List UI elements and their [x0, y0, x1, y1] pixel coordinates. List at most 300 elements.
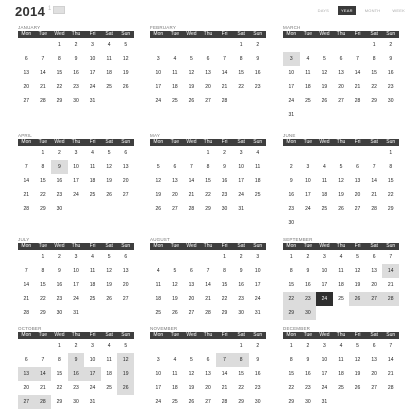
day-cell[interactable]: 26 [106, 192, 112, 198]
day-cell[interactable]: 1 [58, 42, 61, 48]
day-cell[interactable]: 20 [188, 296, 195, 302]
day-cell[interactable]: 23 [238, 296, 244, 302]
day-cell[interactable]: 5 [173, 268, 177, 274]
day-cell[interactable]: 10 [238, 164, 244, 170]
day-cell[interactable]: 5 [323, 56, 326, 62]
day-cell[interactable]: 1 [239, 343, 243, 349]
view-days-button[interactable]: DAYS [317, 8, 330, 13]
day-cell[interactable]: 1 [389, 150, 393, 156]
day-cell[interactable]: 27 [122, 192, 129, 198]
day-cell[interactable]: 13 [188, 282, 195, 288]
day-cell[interactable]: 25 [155, 310, 162, 316]
day-cell[interactable]: 20 [205, 385, 211, 391]
day-cell[interactable]: 13 [371, 268, 377, 274]
day-cell[interactable]: 24 [155, 399, 162, 405]
day-cell[interactable]: 25 [106, 84, 112, 90]
day-cell[interactable]: 1 [223, 254, 226, 260]
day-cell[interactable]: 28 [382, 292, 399, 306]
day-cell[interactable]: 14 [23, 178, 30, 184]
day-cell[interactable]: 9 [389, 56, 393, 62]
day-cell[interactable]: 6 [206, 357, 210, 363]
day-cell[interactable]: 9 [239, 268, 243, 274]
day-cell[interactable]: 14 [221, 371, 228, 377]
day-cell[interactable]: 29 [221, 310, 228, 316]
day-cell[interactable]: 12 [354, 268, 361, 274]
day-cell[interactable]: 19 [354, 371, 361, 377]
day-cell[interactable]: 27 [188, 310, 195, 316]
day-cell[interactable]: 24 [89, 84, 96, 90]
day-cell[interactable]: 5 [190, 56, 193, 62]
day-cell[interactable]: 7 [190, 164, 193, 170]
day-cell[interactable]: 12 [354, 357, 361, 363]
day-cell[interactable]: 7 [24, 164, 28, 170]
day-cell[interactable]: 14 [382, 264, 399, 278]
day-cell[interactable]: 27 [205, 399, 211, 405]
day-cell[interactable]: 10 [155, 371, 162, 377]
day-cell[interactable]: 13 [205, 70, 211, 76]
day-cell[interactable]: 17 [238, 178, 244, 184]
day-cell[interactable]: 24 [89, 385, 96, 391]
day-cell[interactable]: 25 [89, 192, 96, 198]
day-cell[interactable]: 15 [238, 371, 244, 377]
day-cell[interactable]: 31 [288, 112, 295, 118]
day-cell[interactable]: 19 [106, 282, 112, 288]
day-cell[interactable]: 29 [238, 399, 244, 405]
day-cell[interactable]: 2 [223, 150, 226, 156]
day-cell[interactable]: 15 [56, 371, 63, 377]
day-cell[interactable]: 10 [305, 178, 311, 184]
day-cell[interactable]: 4 [107, 343, 111, 349]
day-cell[interactable]: 6 [124, 150, 128, 156]
day-cell[interactable]: 31 [89, 98, 96, 104]
day-cell[interactable]: 6 [372, 343, 376, 349]
day-cell[interactable]: 10 [288, 70, 295, 76]
day-cell[interactable]: 1 [58, 343, 61, 349]
day-cell[interactable]: 30 [300, 306, 317, 320]
day-cell[interactable]: 31 [238, 206, 244, 212]
day-cell[interactable]: 17 [73, 178, 79, 184]
day-cell[interactable]: 20 [338, 84, 344, 90]
day-cell[interactable]: 6 [372, 254, 376, 260]
day-cell[interactable]: 18 [172, 385, 178, 391]
day-cell[interactable]: 30 [238, 310, 244, 316]
day-cell[interactable]: 22 [288, 385, 295, 391]
day-cell[interactable]: 18 [106, 371, 112, 377]
day-cell[interactable]: 6 [173, 164, 177, 170]
day-cell[interactable]: 24 [305, 206, 311, 212]
day-cell[interactable]: 23 [56, 296, 63, 302]
day-cell[interactable]: 5 [356, 254, 359, 260]
day-cell[interactable]: 9 [74, 56, 78, 62]
day-cell[interactable]: 26 [117, 381, 134, 395]
day-cell[interactable]: 16 [68, 367, 85, 381]
day-cell[interactable]: 3 [156, 357, 160, 363]
day-cell[interactable]: 23 [387, 84, 394, 90]
day-cell[interactable]: 19 [122, 70, 129, 76]
day-cell[interactable]: 23 [254, 84, 261, 90]
day-cell[interactable]: 19 [106, 178, 112, 184]
day-cell[interactable]: 4 [91, 254, 94, 260]
day-cell[interactable]: 21 [40, 84, 46, 90]
day-cell[interactable]: 6 [356, 164, 359, 170]
day-cell[interactable]: 20 [122, 282, 129, 288]
day-cell[interactable]: 23 [221, 192, 228, 198]
day-cell[interactable]: 1 [41, 150, 45, 156]
day-cell[interactable]: 10 [321, 268, 328, 274]
day-cell[interactable]: 5 [190, 357, 193, 363]
view-week-button[interactable]: WEEK [392, 8, 405, 13]
day-cell[interactable]: 21 [371, 192, 377, 198]
day-cell[interactable]: 4 [323, 164, 326, 170]
day-cell[interactable]: 30 [305, 399, 311, 405]
day-cell[interactable]: 2 [74, 343, 78, 349]
day-cell[interactable]: 24 [288, 98, 295, 104]
day-cell[interactable]: 16 [238, 282, 244, 288]
day-cell[interactable]: 14 [205, 282, 211, 288]
day-cell[interactable]: 5 [107, 254, 111, 260]
day-cell[interactable]: 7 [41, 56, 45, 62]
day-cell[interactable]: 21 [23, 192, 30, 198]
day-cell[interactable]: 19 [188, 84, 195, 90]
day-cell[interactable]: 29 [387, 206, 394, 212]
day-cell[interactable]: 23 [254, 385, 261, 391]
day-cell[interactable]: 4 [173, 56, 177, 62]
day-cell[interactable]: 26 [354, 385, 361, 391]
day-cell[interactable]: 5 [339, 164, 343, 170]
day-cell[interactable]: 27 [122, 296, 129, 302]
day-cell[interactable]: 2 [306, 254, 310, 260]
day-cell[interactable]: 6 [339, 56, 343, 62]
day-cell[interactable]: 20 [205, 84, 211, 90]
day-cell[interactable]: 13 [18, 367, 35, 381]
day-cell[interactable]: 8 [389, 164, 393, 170]
day-cell[interactable]: 17 [73, 282, 79, 288]
day-cell[interactable]: 3 [156, 56, 160, 62]
day-cell[interactable]: 11 [321, 178, 328, 184]
day-cell[interactable]: 19 [354, 282, 361, 288]
day-cell[interactable]: 29 [283, 306, 300, 320]
day-cell[interactable]: 26 [349, 292, 366, 306]
day-cell[interactable]: 15 [371, 70, 377, 76]
day-cell[interactable]: 1 [289, 254, 293, 260]
day-cell[interactable]: 8 [239, 56, 243, 62]
day-cell[interactable]: 10 [73, 164, 79, 170]
day-cell[interactable]: 23 [73, 84, 79, 90]
day-cell[interactable]: 19 [117, 367, 134, 381]
day-cell[interactable]: 5 [107, 150, 111, 156]
day-cell[interactable]: 6 [24, 56, 28, 62]
day-cell[interactable]: 4 [173, 357, 177, 363]
day-cell[interactable]: 11 [172, 371, 178, 377]
day-cell[interactable]: 17 [321, 371, 328, 377]
day-cell[interactable]: 8 [372, 56, 376, 62]
day-cell[interactable]: 21 [205, 296, 211, 302]
day-cell[interactable]: 4 [256, 150, 260, 156]
day-cell[interactable]: 21 [387, 282, 394, 288]
day-cell[interactable]: 10 [321, 357, 328, 363]
day-cell[interactable]: 17 [155, 84, 162, 90]
day-cell[interactable]: 30 [387, 98, 394, 104]
day-cell[interactable]: 8 [233, 353, 250, 367]
day-cell[interactable]: 28 [354, 98, 361, 104]
day-cell[interactable]: 29 [56, 98, 63, 104]
day-cell[interactable]: 2 [256, 42, 260, 48]
day-cell[interactable]: 12 [106, 268, 112, 274]
day-cell[interactable]: 20 [122, 178, 129, 184]
day-cell[interactable]: 7 [24, 268, 28, 274]
day-cell[interactable]: 8 [41, 164, 45, 170]
day-cell[interactable]: 16 [56, 282, 63, 288]
day-cell[interactable]: 3 [283, 52, 300, 66]
day-cell[interactable]: 13 [371, 357, 377, 363]
day-cell[interactable]: 5 [124, 343, 128, 349]
day-cell[interactable]: 11 [255, 164, 261, 170]
day-cell[interactable]: 5 [124, 42, 128, 48]
day-cell[interactable]: 22 [56, 385, 63, 391]
day-cell[interactable]: 7 [206, 268, 210, 274]
day-cell[interactable]: 24 [316, 292, 333, 306]
day-cell[interactable]: 22 [205, 192, 211, 198]
day-cell[interactable]: 8 [41, 268, 45, 274]
day-cell[interactable]: 18 [338, 371, 344, 377]
day-cell[interactable]: 21 [23, 296, 30, 302]
day-cell[interactable]: 1 [289, 343, 293, 349]
day-cell[interactable]: 19 [155, 192, 162, 198]
day-cell[interactable]: 21 [354, 84, 361, 90]
day-cell[interactable]: 21 [387, 371, 394, 377]
day-cell[interactable]: 22 [221, 296, 228, 302]
day-cell[interactable]: 9 [256, 357, 260, 363]
day-cell[interactable]: 27 [354, 206, 361, 212]
day-cell[interactable]: 15 [288, 282, 295, 288]
day-cell[interactable]: 29 [56, 399, 63, 405]
day-cell[interactable]: 26 [321, 98, 328, 104]
day-cell[interactable]: 3 [256, 254, 260, 260]
day-cell[interactable]: 20 [371, 282, 377, 288]
day-cell[interactable]: 11 [172, 70, 178, 76]
day-cell[interactable]: 22 [238, 84, 244, 90]
day-cell[interactable]: 16 [254, 70, 261, 76]
day-cell[interactable]: 16 [387, 70, 394, 76]
day-cell[interactable]: 27 [18, 395, 35, 409]
day-cell[interactable]: 7 [41, 357, 45, 363]
day-cell[interactable]: 13 [122, 268, 129, 274]
day-cell[interactable]: 21 [221, 385, 228, 391]
day-cell[interactable]: 29 [371, 98, 377, 104]
day-cell[interactable]: 27 [23, 98, 30, 104]
day-cell[interactable]: 13 [23, 70, 30, 76]
day-cell[interactable]: 4 [156, 268, 160, 274]
day-cell[interactable]: 18 [305, 84, 311, 90]
day-cell[interactable]: 30 [254, 399, 261, 405]
day-cell[interactable]: 16 [305, 282, 311, 288]
day-cell[interactable]: 8 [289, 357, 293, 363]
today-button[interactable] [48, 6, 65, 14]
day-cell[interactable]: 24 [73, 192, 79, 198]
day-cell[interactable]: 14 [35, 367, 52, 381]
day-cell[interactable]: 26 [188, 98, 195, 104]
day-cell[interactable]: 25 [89, 296, 96, 302]
day-cell[interactable]: 19 [188, 385, 195, 391]
day-cell[interactable]: 25 [321, 206, 328, 212]
day-cell[interactable]: 6 [124, 254, 128, 260]
day-cell[interactable]: 1 [41, 254, 45, 260]
day-cell[interactable]: 12 [172, 282, 178, 288]
day-cell[interactable]: 5 [356, 343, 359, 349]
day-cell[interactable]: 14 [23, 282, 30, 288]
day-cell[interactable]: 20 [354, 192, 361, 198]
day-cell[interactable]: 23 [300, 292, 317, 306]
day-cell[interactable]: 9 [58, 268, 61, 274]
day-cell[interactable]: 22 [371, 84, 377, 90]
day-cell[interactable]: 13 [172, 178, 178, 184]
day-cell[interactable]: 8 [223, 268, 226, 274]
day-cell[interactable]: 3 [91, 42, 94, 48]
day-cell[interactable]: 11 [338, 357, 344, 363]
day-cell[interactable]: 28 [23, 310, 30, 316]
day-cell[interactable]: 10 [254, 268, 261, 274]
day-cell[interactable]: 29 [40, 206, 46, 212]
day-cell[interactable]: 26 [106, 296, 112, 302]
day-cell[interactable]: 10 [73, 268, 79, 274]
day-cell[interactable]: 19 [321, 84, 328, 90]
day-cell[interactable]: 2 [289, 164, 293, 170]
day-cell[interactable]: 16 [288, 192, 295, 198]
day-cell[interactable]: 17 [305, 192, 311, 198]
day-cell[interactable]: 18 [89, 178, 96, 184]
day-cell[interactable]: 20 [23, 84, 30, 90]
day-cell[interactable]: 7 [356, 56, 359, 62]
day-cell[interactable]: 4 [107, 42, 111, 48]
day-cell[interactable]: 30 [73, 98, 79, 104]
day-cell[interactable]: 12 [117, 353, 134, 367]
day-cell[interactable]: 12 [106, 164, 112, 170]
day-cell[interactable]: 14 [188, 178, 195, 184]
day-cell[interactable]: 14 [354, 70, 361, 76]
day-cell[interactable]: 13 [338, 70, 344, 76]
day-cell[interactable]: 11 [305, 70, 311, 76]
day-cell[interactable]: 25 [305, 98, 311, 104]
day-cell[interactable]: 24 [321, 385, 328, 391]
day-cell[interactable]: 14 [387, 357, 394, 363]
day-cell[interactable]: 12 [188, 371, 195, 377]
day-cell[interactable]: 30 [56, 206, 63, 212]
day-cell[interactable]: 1 [206, 150, 210, 156]
day-cell[interactable]: 26 [155, 206, 162, 212]
day-cell[interactable]: 13 [122, 164, 129, 170]
day-cell[interactable]: 27 [338, 98, 344, 104]
day-cell[interactable]: 8 [58, 357, 61, 363]
day-cell[interactable]: 11 [338, 268, 344, 274]
day-cell[interactable]: 10 [89, 56, 96, 62]
day-cell[interactable]: 18 [89, 282, 96, 288]
day-cell[interactable]: 12 [338, 178, 344, 184]
day-cell[interactable]: 15 [221, 282, 228, 288]
day-cell[interactable]: 14 [371, 178, 377, 184]
day-cell[interactable]: 11 [89, 268, 96, 274]
day-cell[interactable]: 9 [256, 56, 260, 62]
day-cell[interactable]: 3 [74, 254, 78, 260]
day-cell[interactable]: 22 [56, 84, 63, 90]
day-cell[interactable]: 2 [306, 343, 310, 349]
day-cell[interactable]: 28 [205, 310, 211, 316]
day-cell[interactable]: 31 [73, 310, 79, 316]
day-cell[interactable]: 3 [239, 150, 243, 156]
day-cell[interactable]: 7 [389, 343, 393, 349]
day-cell[interactable]: 30 [288, 220, 295, 226]
day-cell[interactable]: 15 [56, 70, 63, 76]
day-cell[interactable]: 2 [389, 42, 393, 48]
day-cell[interactable]: 17 [84, 367, 101, 381]
day-cell[interactable]: 16 [254, 371, 261, 377]
day-cell[interactable]: 10 [89, 357, 96, 363]
day-cell[interactable]: 9 [306, 357, 310, 363]
day-cell[interactable]: 12 [155, 178, 162, 184]
day-cell[interactable]: 9 [289, 178, 293, 184]
day-cell[interactable]: 19 [338, 192, 344, 198]
day-cell[interactable]: 23 [56, 192, 63, 198]
day-cell[interactable]: 15 [238, 70, 244, 76]
day-cell[interactable]: 18 [172, 84, 178, 90]
day-cell[interactable]: 27 [205, 98, 211, 104]
day-cell[interactable]: 20 [172, 192, 178, 198]
day-cell[interactable]: 26 [172, 310, 178, 316]
day-cell[interactable]: 4 [91, 150, 94, 156]
day-cell[interactable]: 31 [254, 310, 261, 316]
day-cell[interactable]: 25 [338, 385, 344, 391]
day-cell[interactable]: 6 [190, 268, 193, 274]
day-cell[interactable]: 24 [254, 296, 261, 302]
day-cell[interactable]: 11 [106, 56, 112, 62]
day-cell[interactable]: 9 [306, 268, 310, 274]
day-cell[interactable]: 28 [40, 98, 46, 104]
day-cell[interactable]: 3 [306, 164, 310, 170]
day-cell[interactable]: 12 [122, 56, 129, 62]
day-cell[interactable]: 24 [238, 192, 244, 198]
day-cell[interactable]: 25 [172, 399, 178, 405]
day-cell[interactable]: 12 [321, 70, 328, 76]
day-cell[interactable]: 9 [223, 164, 226, 170]
day-cell[interactable]: 21 [221, 84, 228, 90]
day-cell[interactable]: 16 [221, 178, 228, 184]
day-cell[interactable]: 22 [40, 192, 46, 198]
day-cell[interactable]: 18 [321, 192, 328, 198]
day-cell[interactable]: 11 [89, 164, 96, 170]
day-cell[interactable]: 5 [156, 164, 160, 170]
day-cell[interactable]: 7 [223, 56, 226, 62]
day-cell[interactable]: 10 [155, 70, 162, 76]
day-cell[interactable]: 16 [56, 178, 63, 184]
day-cell[interactable]: 13 [354, 178, 361, 184]
view-year-button[interactable]: YEAR [338, 6, 356, 15]
day-cell[interactable]: 28 [387, 385, 394, 391]
day-cell[interactable]: 15 [205, 178, 211, 184]
day-cell[interactable]: 4 [339, 254, 343, 260]
day-cell[interactable]: 3 [323, 254, 326, 260]
day-cell[interactable]: 23 [73, 385, 79, 391]
day-cell[interactable]: 2 [58, 150, 61, 156]
day-cell[interactable]: 2 [58, 254, 61, 260]
day-cell[interactable]: 7 [216, 353, 233, 367]
day-cell[interactable]: 18 [155, 296, 162, 302]
day-cell[interactable]: 2 [74, 42, 78, 48]
view-month-button[interactable]: MONTH [364, 8, 381, 13]
day-cell[interactable]: 22 [387, 192, 394, 198]
day-cell[interactable]: 8 [206, 164, 210, 170]
day-cell[interactable]: 4 [339, 343, 343, 349]
day-cell[interactable]: 18 [338, 282, 344, 288]
day-cell[interactable]: 15 [387, 178, 394, 184]
